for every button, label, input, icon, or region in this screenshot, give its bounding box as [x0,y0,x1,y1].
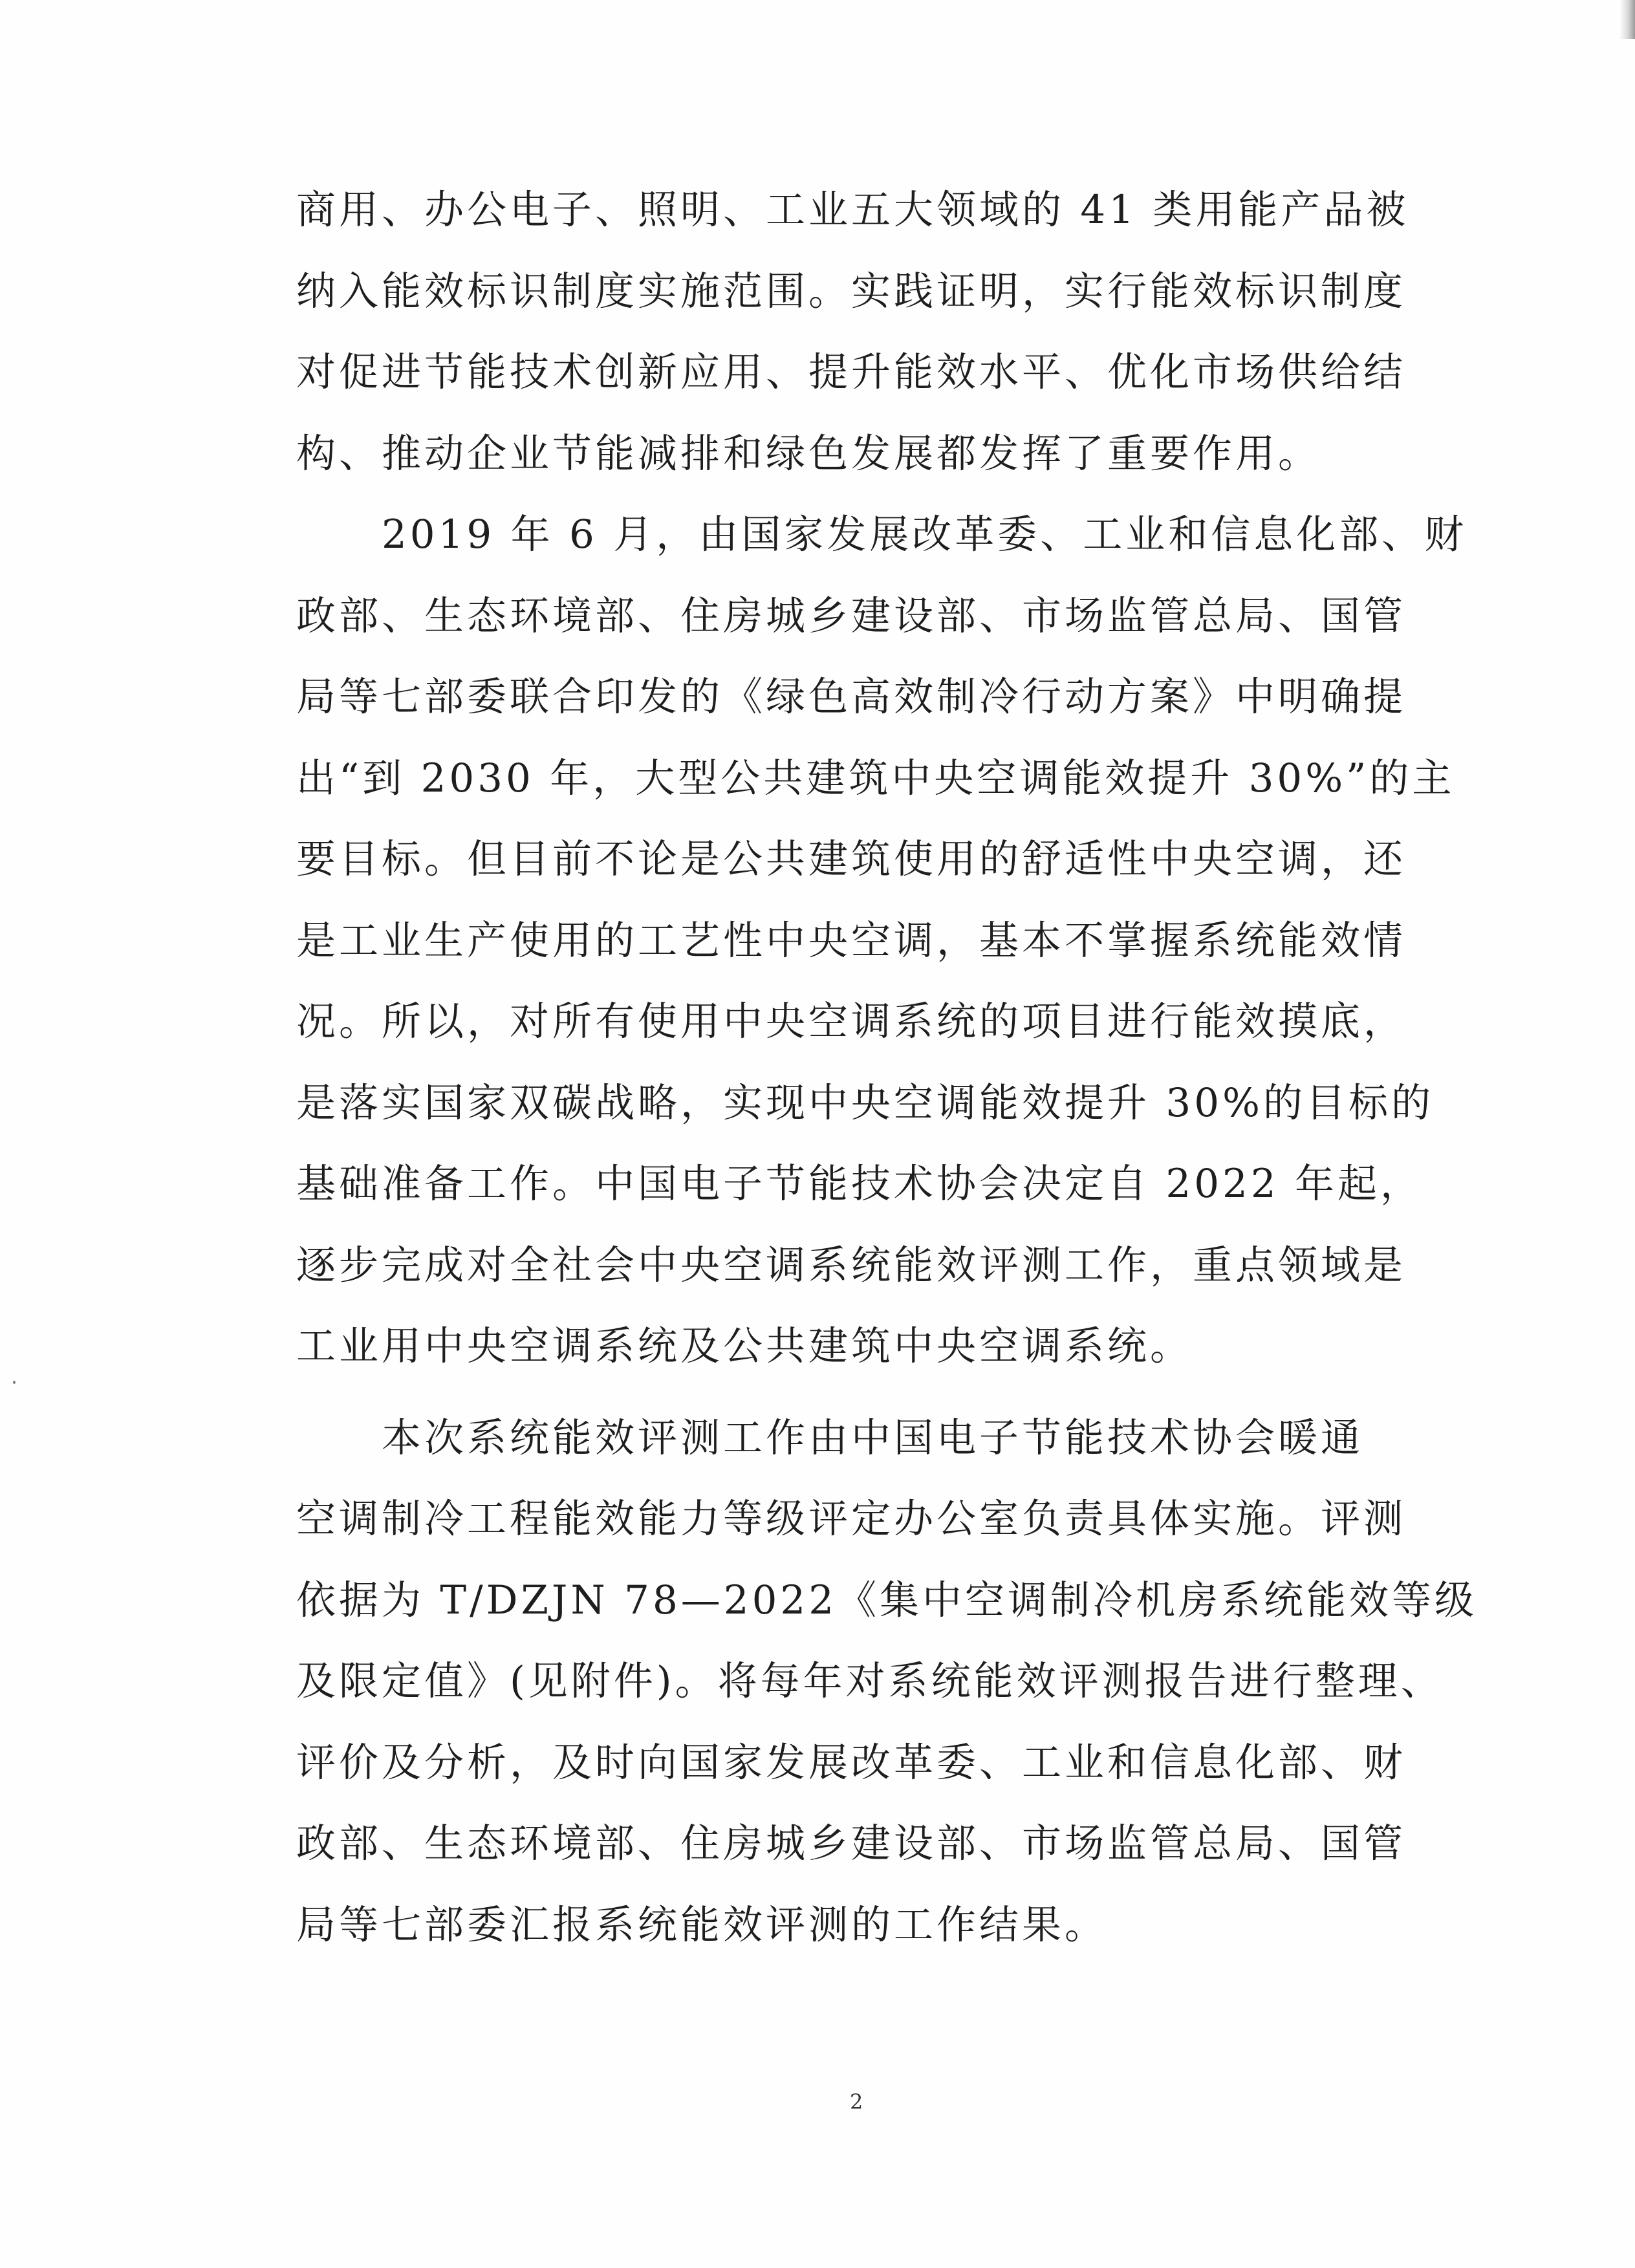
text-line: 评价及分析，及时向国家发展改革委、工业和信息化部、财 [296,1739,1407,1786]
text-line: 对促进节能技术创新应用、提升能效水平、优化市场供给结 [296,349,1407,395]
page-number: 2 [850,2090,863,2114]
text-line: 构、推动企业节能减排和绿色发展都发挥了重要作用。 [296,430,1321,477]
text-line: 工业用中央空调系统及公共建筑中央空调系统。 [296,1323,1193,1369]
text-line: 是工业生产使用的工艺性中央空调，基本不掌握系统能效情 [296,917,1407,964]
scan-speck [13,1381,16,1384]
paragraph-1 [296,169,1409,494]
text-line: 2019 年 6 月，由国家发展改革委、工业和信息化部、财 [296,512,1467,557]
body-text [296,169,1478,1965]
text-line: 政部、生态环境部、住房城乡建设部、市场监管总局、国管 [296,592,1407,639]
paragraph-3 [296,1398,1478,1966]
text-line: 基础准备工作。中国电子节能技术协会决定自 2022 年起， [296,1161,1424,1207]
scan-edge-mark [1619,0,1635,39]
text-line: 本次系统能效评测工作由中国电子节能技术协会暖通 [296,1414,1364,1461]
text-line: 及限定值》(见附件)。将每年对系统能效评测报告进行整理、 [296,1658,1444,1704]
paragraph-2 [296,494,1467,1387]
text-line: 况。所以，对所有使用中央空调系统的项目进行能效摸底， [296,999,1407,1044]
text-line: 空调制冷工程能效能力等级评定办公室负责具体实施。评测 [296,1496,1407,1542]
text-line: 纳入能效标识制度实施范围。实践证明，实行能效标识制度 [296,268,1407,314]
text-line: 出“到 2030 年，大型公共建筑中央空调能效提升 30%”的主 [296,755,1455,801]
text-line: 政部、生态环境部、住房城乡建设部、市场监管总局、国管 [296,1820,1407,1866]
paragraph-gap [296,1387,1409,1398]
text-line: 逐步完成对全社会中央空调系统能效评测工作，重点领域是 [296,1242,1407,1288]
text-line: 依据为 T/DZJN 78—2022《集中空调制冷机房系统能效等级 [296,1577,1478,1623]
text-line: 是落实国家双碳战略，实现中央空调能效提升 30%的目标的 [296,1079,1434,1126]
text-line: 要目标。但目前不论是公共建筑使用的舒适性中央空调，还 [296,836,1407,882]
text-line: 局等七部委汇报系统能效评测的工作结果。 [296,1901,1108,1948]
text-line: 局等七部委联合印发的《绿色高效制冷行动方案》中明确提 [296,674,1407,720]
text-line: 商用、办公电子、照明、工业五大领域的 41 类用能产品被 [296,187,1409,233]
